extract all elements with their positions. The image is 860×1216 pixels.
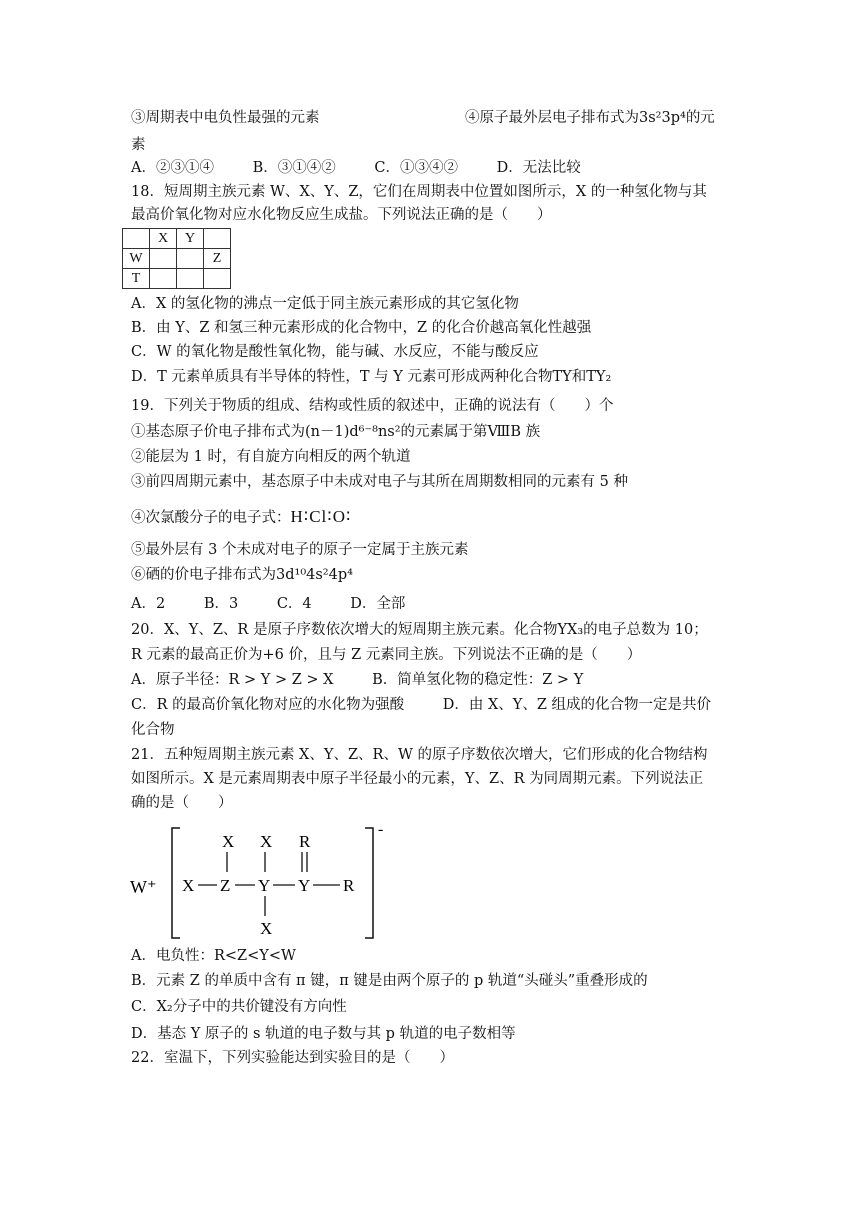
structure-diagram: [125, 820, 395, 945]
q19-options: [131, 594, 405, 614]
atom-y: Y: [298, 876, 311, 895]
table-cell: [150, 249, 177, 269]
hypochlorous-lewis-structure: H∶Cl∶O∶: [290, 507, 352, 526]
q19-option-a: A．2: [131, 596, 166, 612]
q20-wrap: 化合物: [131, 722, 175, 738]
q17-wrap: 素: [131, 137, 146, 153]
table-cell: [123, 229, 150, 249]
q19-item6: ⑥硒的价电子排布式为3d¹⁰4s²4p⁴: [131, 567, 353, 583]
q17-option-c: C．①③④②: [374, 160, 458, 176]
table-cell: X: [150, 229, 177, 249]
table-cell: Z: [204, 249, 231, 269]
q17-option-b: B．③①④②: [252, 160, 336, 176]
q18-option-c: C．W 的氧化物是酸性氧化物，能与碱、水反应，不能与酸反应: [131, 344, 539, 360]
q19-option-b: B．3: [203, 596, 239, 612]
q18-stem-line2: 最高价氧化物对应水化物反应生成盐。下列说法正确的是（ ）: [131, 207, 552, 223]
atom-x: X: [182, 876, 195, 895]
q19-item4: ④次氯酸分子的电子式：H∶Cl∶O∶: [131, 507, 352, 526]
q20-stem-line1: 20．X、Y、Z、R 是原子序数依次增大的短周期主族元素。化合物YX₃的电子总数为 10；: [131, 622, 708, 638]
q19-option-d: D．全部: [350, 596, 406, 612]
q18-stem-line1: 18．短周期主族元素 W、X、Y、Z，它们在周期表中位置如图所示，X 的一种氢化物与其: [131, 184, 707, 200]
atom-x: X: [260, 919, 273, 938]
anion-charge: -: [378, 821, 384, 838]
q17-item4: ④原子最外层电子排布式为3s²3p⁴的元: [465, 110, 715, 126]
table-row: [123, 269, 231, 289]
q18-d-formula1: TY: [552, 369, 572, 385]
q18-option-d: D．T 元素单质具有半导体的特性，T 与 Y 元素可形成两种化合物TY和TY₂: [131, 369, 612, 385]
table-cell: W: [123, 249, 150, 269]
q21-option-c: C．X₂分子中的共价键没有方向性: [131, 999, 347, 1015]
q20-option-a: A．原子半径：R > Y > Z > X: [131, 672, 334, 688]
q19-item1: ①基态原子价电子排布式为(n－1)d⁶⁻⁸ns²的元素属于第ⅧB 族: [131, 424, 541, 440]
q17-item4-formula: 3s²3p⁴: [639, 110, 686, 126]
table-row: [123, 229, 231, 249]
q19-item6-formula: 3d¹⁰4s²4p⁴: [276, 567, 353, 583]
q19-item3: ③前四周期元素中，基态原子中未成对电子与其所在周期数相同的元素有 5 种: [131, 474, 628, 490]
atom-y: Y: [258, 876, 271, 895]
q20-options-cd: [131, 695, 711, 715]
q20-option-b: B．简单氢化物的稳定性：Z > Y: [372, 672, 584, 688]
q18-option-a: A．X 的氢化物的沸点一定低于同主族元素形成的其它氢化物: [131, 296, 519, 312]
q17-option-d: D．无法比较: [496, 160, 581, 176]
table-cell: Y: [177, 229, 204, 249]
atom-r: R: [343, 876, 355, 895]
left-bracket: [172, 828, 180, 938]
table-cell: T: [123, 269, 150, 289]
table-row: [123, 249, 231, 269]
q21-stem-line1: 21．五种短周期主族元素 X、Y、Z、R、W 的原子序数依次增大，它们形成的化合物结构: [131, 747, 708, 763]
q21-stem-line3: 确的是（ ）: [131, 795, 233, 811]
q17-item3: ③周期表中电负性最强的元素: [131, 110, 320, 126]
q19-stem: 19．下列关于物质的组成、结构或性质的叙述中，正确的说法有（ ）个: [131, 398, 614, 414]
cation-label: W⁺: [130, 877, 157, 897]
atom-x: X: [222, 832, 235, 851]
table-cell: [204, 229, 231, 249]
q21-option-a: A．电负性：R<Z<Y<W: [131, 948, 296, 964]
table-cell: [177, 249, 204, 269]
atom-z: Z: [220, 876, 231, 895]
atom-x: X: [260, 832, 273, 851]
q20-options-ab: [131, 670, 583, 690]
table-cell: [150, 269, 177, 289]
q21-c-formula: X₂: [156, 999, 173, 1015]
right-bracket: [365, 828, 373, 938]
q21-option-d: D．基态 Y 原子的 s 轨道的电子数与其 p 轨道的电子数相等: [131, 1026, 516, 1042]
atom-r: R: [299, 832, 311, 851]
q20-stem-formula: YX₃: [557, 622, 584, 638]
periodic-position-table: [122, 228, 231, 289]
q20-option-c: C．R 的最高价氧化物对应的水化物为强酸: [131, 697, 405, 713]
q17-option-a: A．②③①④: [131, 160, 214, 176]
q18-d-formula2: TY₂: [586, 369, 612, 385]
q19-item5: ⑤最外层有 3 个未成对电子的原子一定属于主族元素: [131, 542, 469, 558]
q20-option-d: D．由 X、Y、Z 组成的化合物一定是共价: [442, 697, 712, 713]
q21-stem-line2: 如图所示。X 是元素周期表中原子半径最小的元素，Y、Z、R 为同周期元素。下列说法正: [131, 771, 704, 787]
q19-option-c: C．4: [276, 596, 312, 612]
q20-stem-line2: R 元素的最高正价为+6 价，且与 Z 元素同主族。下列说法不正确的是（ ）: [131, 647, 642, 663]
q19-item1-formula: (n－1)d⁶⁻⁸ns²: [305, 424, 401, 440]
q22-stem: 22．室温下，下列实验能达到实验目的是（ ）: [131, 1050, 454, 1066]
table-cell: [204, 269, 231, 289]
q19-item2: ②能层为 1 时，有自旋方向相反的两个轨道: [131, 449, 411, 465]
q17-options: [131, 158, 581, 178]
q18-option-b: B．由 Y、Z 和氢三种元素形成的化合物中，Z 的化合价越高氧化性越强: [131, 320, 592, 336]
table-cell: [177, 269, 204, 289]
q21-option-b: B．元素 Z 的单质中含有 π 键，π 键是由两个原子的 p 轨道“头碰头”重叠形成的: [131, 973, 648, 989]
